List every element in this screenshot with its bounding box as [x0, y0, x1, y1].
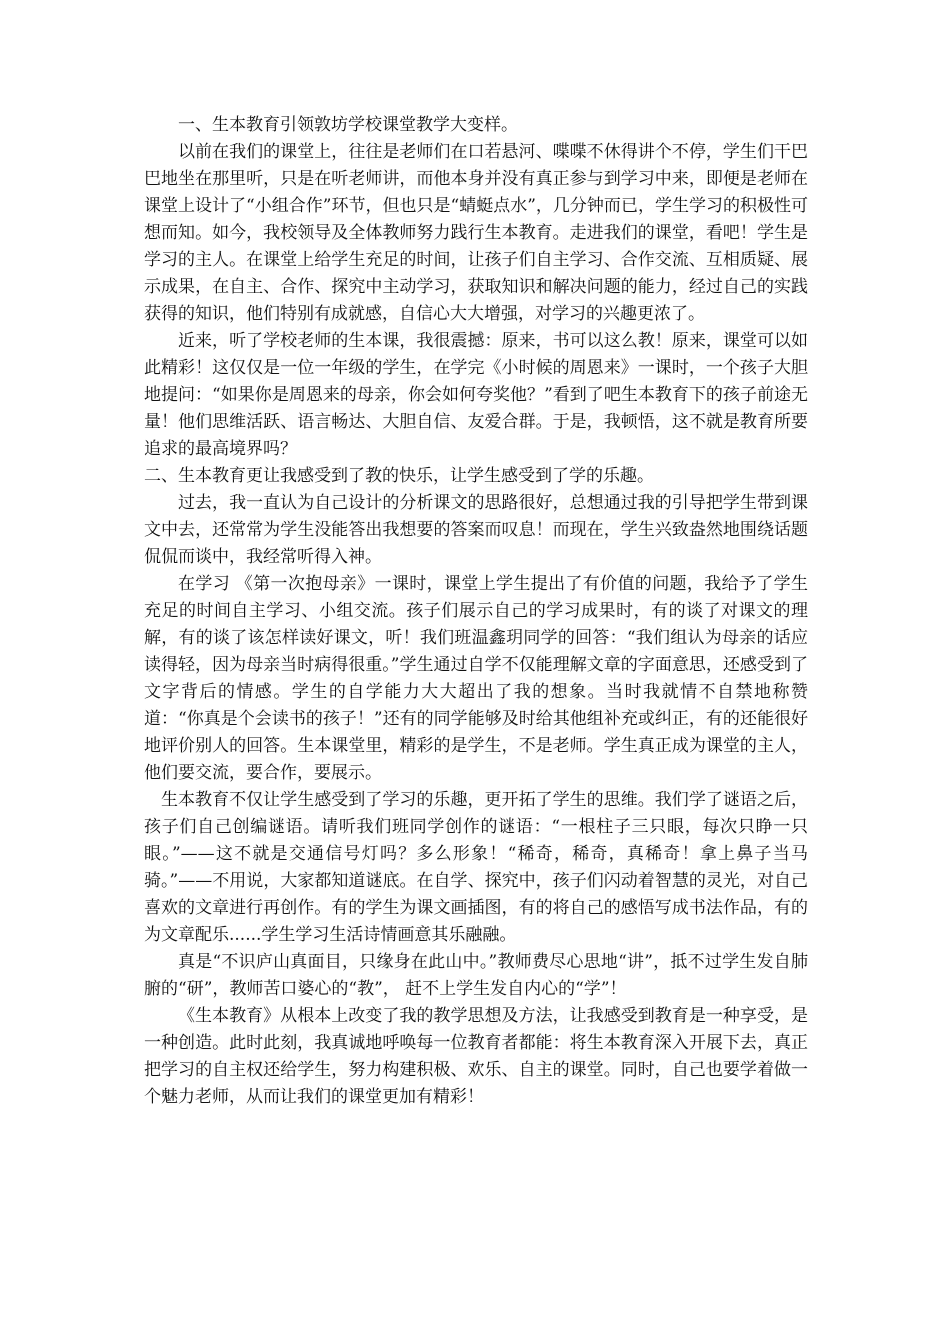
document-body: [144, 112, 808, 1111]
paragraph: 近来，听了学校老师的生本课，我很震撼：原来，书可以这么教！原来，课堂可以如此精彩！这仅仅是一位一年级的学生，在学完《小时候的周恩来》一课时，一个孩子大胆地提问：“如果你是周恩来的母亲，你会如何夸奖他？”看到了吧生本教育下的孩子前途无量！他们思维活跃、语言畅达、大胆自信、友爱合群。于是，我顿悟，这不就是教育所要追求的最高境界吗？: [144, 331, 808, 459]
section-heading-1: 一、生本教育引领敦坊学校课堂教学大变样。: [178, 115, 518, 135]
paragraph: 以前在我们的课堂上，往往是老师们在口若悬河、喋喋不休得讲个不停，学生们干巴巴地坐在那里听，只是在听老师讲，而他本身并没有真正参与到学习中来，即便是老师在课堂上设计了“小组合作”环节，但也只是“蜻蜓点水”，几分钟而已，学生学习的积极性可想而知。如今，我校领导及全体教师努力践行生本教育。走进我们的课堂，看吧！学生是学习的主人。在课堂上给学生充足的时间，让孩子们自主学习、合作交流、互相质疑、展示成果，在自主、合作、探究中主动学习，获取知识和解决问题的能力，经过自己的实践获得的知识，他们特别有成就感，自信心大大增强，对学习的兴趣更浓了。: [144, 142, 808, 324]
paragraph: 生本教育不仅让学生感受到了学习的乐趣，更开拓了学生的思维。我们学了谜语之后，孩子们自己创编谜语。请听我们班同学创作的谜语：“一根柱子三只眼，每次只睁一只眼。”——这不就是交通信号灯吗？多么形象！“稀奇，稀奇，真稀奇！拿上鼻子当马骑。”——不用说，大家都知道谜底。在自学、探究中，孩子们闪动着智慧的灵光，对自己喜欢的文章进行再创作。有的学生为课文画插图，有的将自己的感悟写成书法作品，有的为文章配乐......学生学习生活诗情画意其乐融融。: [144, 790, 808, 945]
paragraph: 在学习 《第一次抱母亲》一课时，课堂上学生提出了有价值的问题，我给予了学生充足的时间自主学习、小组交流。孩子们展示自己的学习成果时，有的谈了对课文的理解，有的谈了该怎样读好课文，听！我们班温鑫玥同学的回答：“我们组认为母亲的话应读得轻，因为母亲当时病得很重。”学生通过自学不仅能理解文章的字面意思，还感受到了文字背后的情感。学生的自学能力大大超出了我的想象。当时我就情不自禁地称赞道：“你真是个会读书的孩子！”还有的同学能够及时给其他组补充或纠正，有的还能很好地评价别人的回答。生本课堂里，精彩的是学生，不是老师。学生真正成为课堂的主人，他们要交流，要合作，要展示。: [144, 574, 808, 783]
paragraph: 真是“不识庐山真面目，只缘身在此山中。”教师费尽心思地“讲”，抵不过学生发自肺腑的“研”，教师苦口婆心的“教”， 赶不上学生发自内心的“学”！: [144, 952, 808, 999]
paragraph: 过去，我一直认为自己设计的分析课文的思路很好，总想通过我的引导把学生带到课文中去，还常常为学生没能答出我想要的答案而叹息！而现在，学生兴致盎然地围绕话题侃侃而谈中，我经常听得入神。: [144, 493, 808, 567]
paragraph: 《生本教育》从根本上改变了我的教学思想及方法，让我感受到教育是一种享受，是一种创造。此时此刻，我真诚地呼唤每一位教育者都能：将生本教育深入开展下去，真正把学习的自主权还给学生，努力构建积极、欢乐、自主的课堂。同时，自己也要学着做一个魅力老师，从而让我们的课堂更加有精彩！: [144, 1006, 808, 1107]
section-heading-2: 二、生本教育更让我感受到了教的快乐，让学生感受到了学的乐趣。: [144, 466, 654, 486]
